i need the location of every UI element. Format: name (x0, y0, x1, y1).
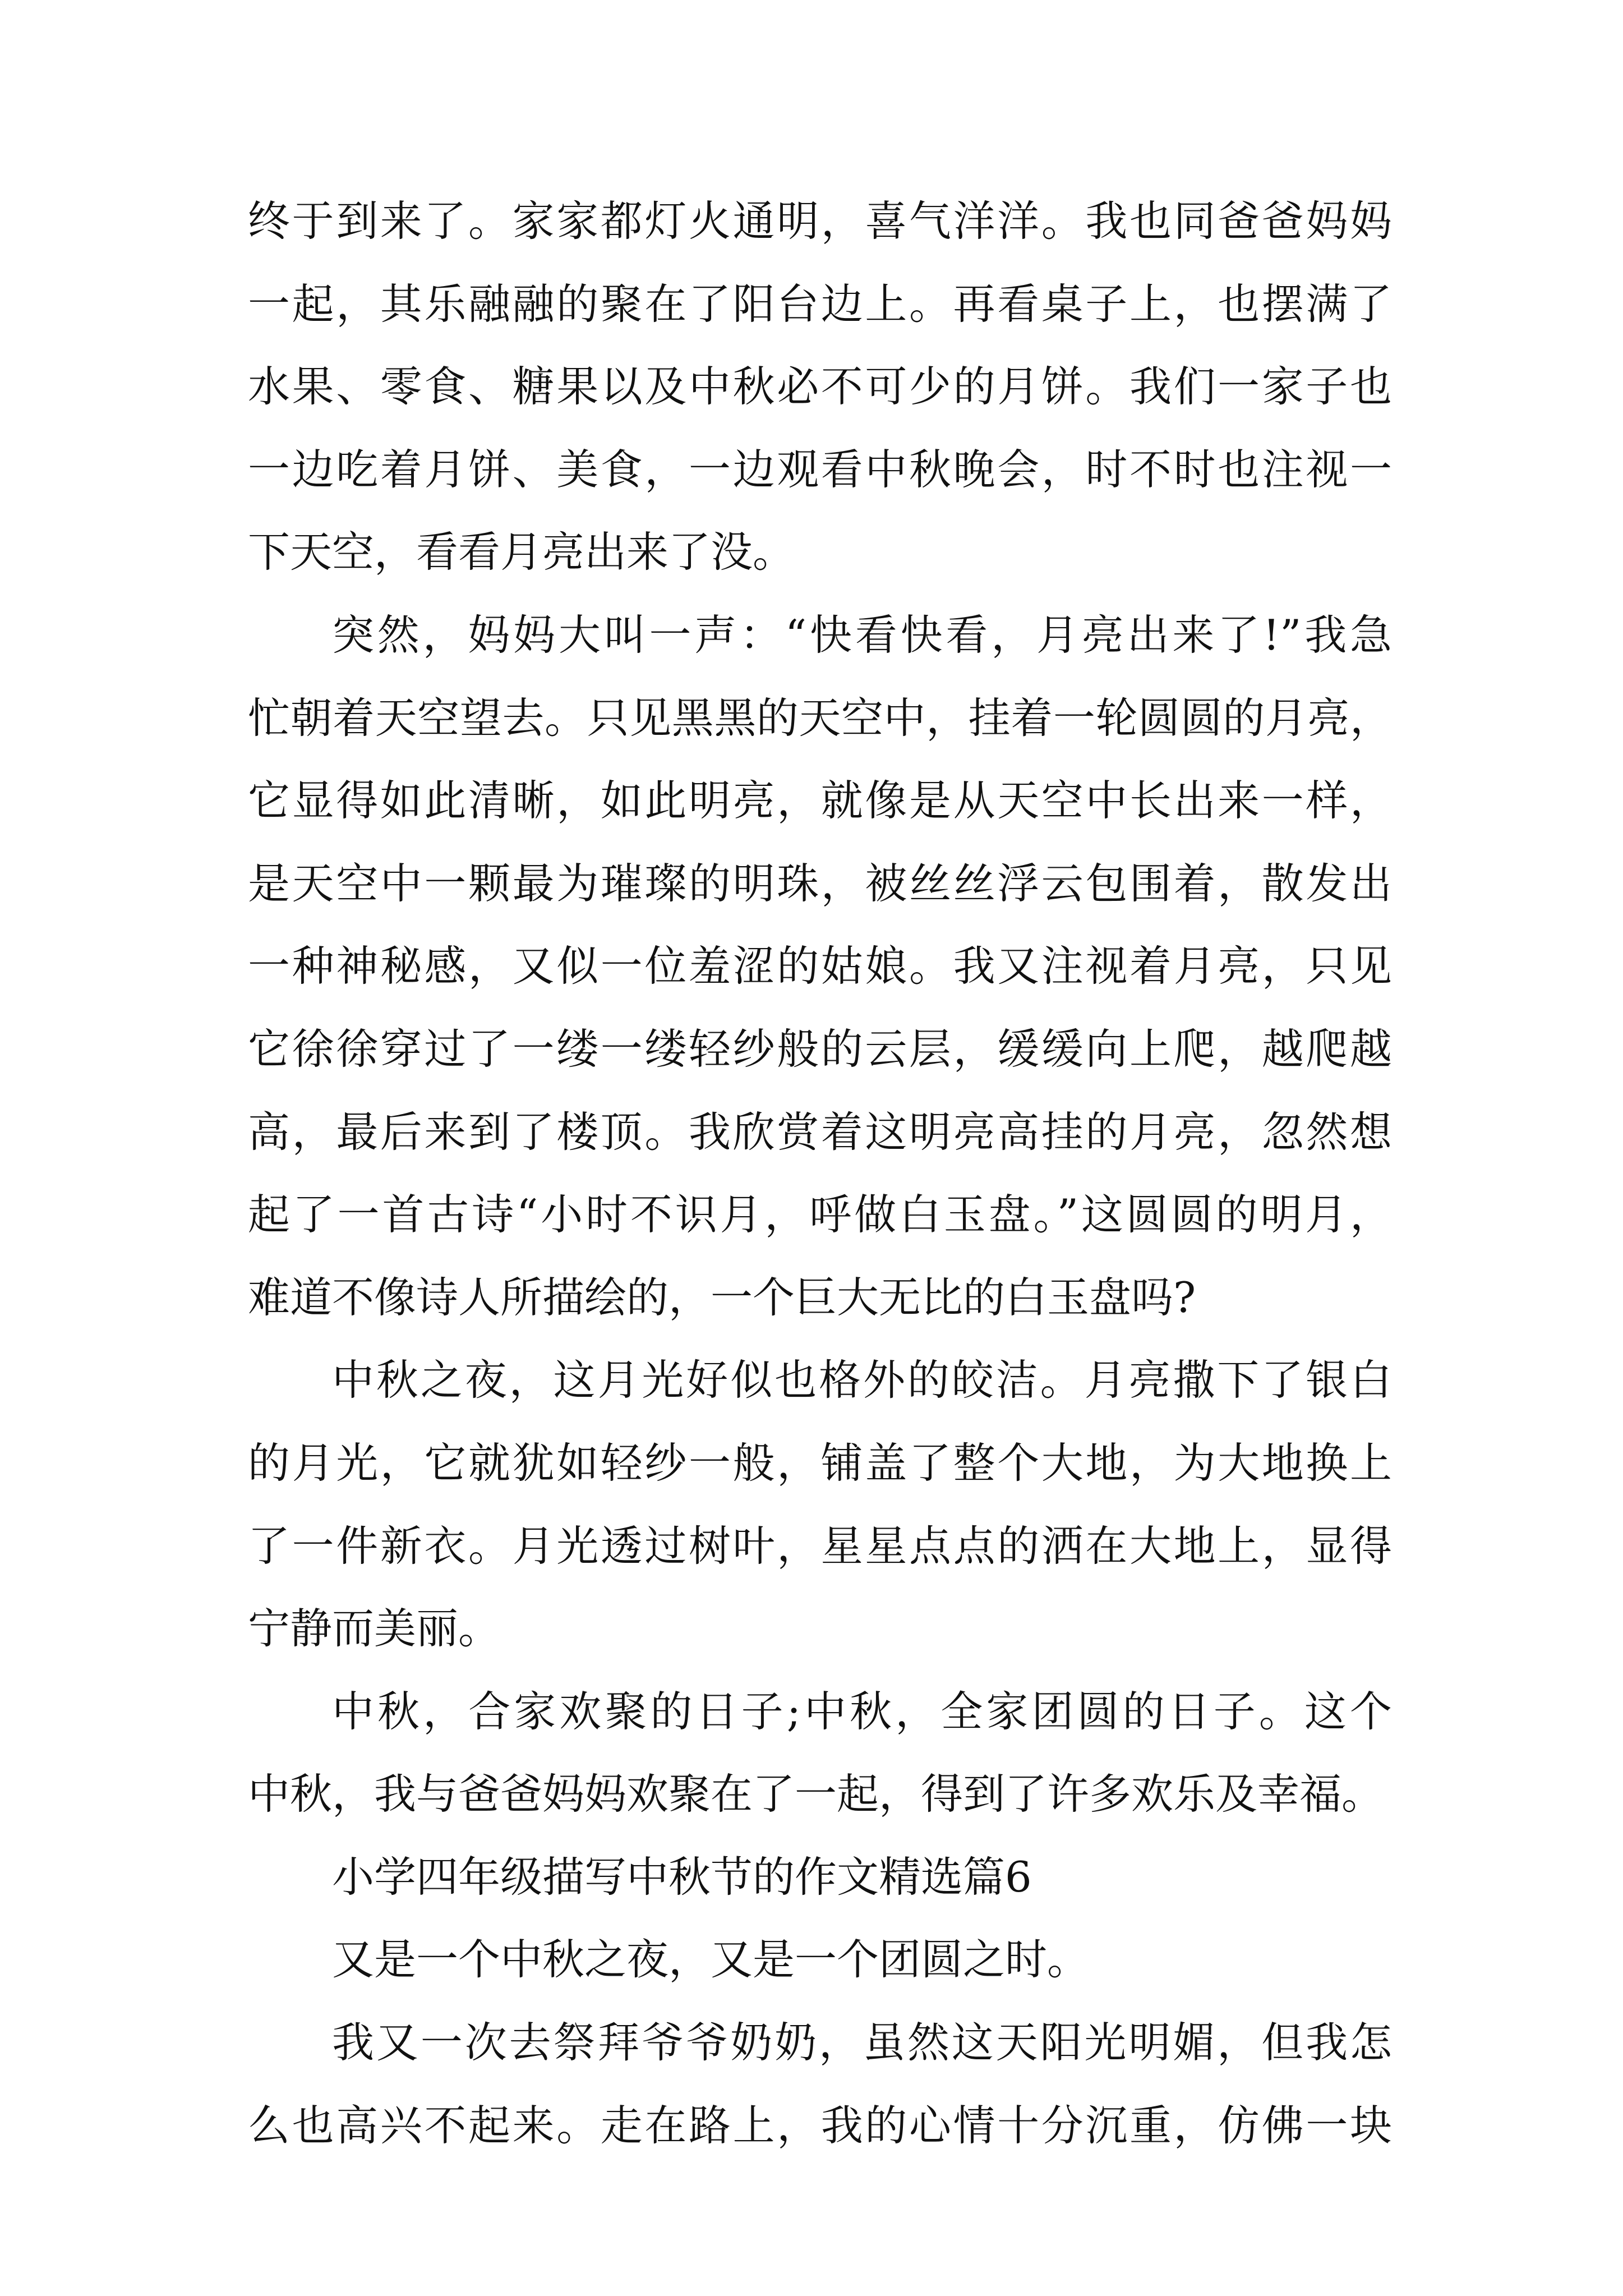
paragraph-line: 么也高兴不起来。走在路上，我的心情十分沉重，仿佛一块 (248, 2100, 1392, 2150)
section-heading: 小学四年级描写中秋节的作文精选篇6 (332, 1852, 1032, 1902)
paragraph-line: 中秋，我与爸爸妈妈欢聚在了一起，得到了许多欢乐及幸福。 (248, 1769, 1384, 1819)
paragraph-line: 一起，其乐融融的聚在了阳台边上。再看桌子上，也摆满了 (248, 279, 1392, 329)
paragraph-line: 它徐徐穿过了一缕一缕轻纱般的云层，缓缓向上爬，越爬越 (248, 1024, 1392, 1074)
paragraph-line: 又是一个中秋之夜，又是一个团圆之时。 (332, 1935, 1090, 1985)
paragraph-line: 中秋，合家欢聚的日子;中秋，全家团圆的日子。这个 (332, 1686, 1392, 1736)
paragraph-line: 一种神秘感，又似一位羞涩的姑娘。我又注视着月亮，只见 (248, 941, 1392, 991)
paragraph-line: 终于到来了。家家都灯火通明，喜气洋洋。我也同爸爸妈妈 (248, 196, 1392, 246)
paragraph-line: 下天空，看看月亮出来了没。 (248, 527, 795, 577)
paragraph (248, 1918, 1392, 2001)
paragraph-line: 高，最后来到了楼顶。我欣赏着这明亮高挂的月亮，忽然想 (248, 1107, 1392, 1157)
paragraph-line: 我又一次去祭拜爷爷奶奶，虽然这天阳光明媚，但我怎 (332, 2018, 1392, 2068)
paragraph (248, 1671, 1392, 1836)
paragraph (248, 594, 1392, 1339)
paragraph (248, 1339, 1392, 1670)
paragraph-line: 水果、零食、糖果以及中秋必不可少的月饼。我们一家子也 (248, 362, 1392, 412)
paragraph-line: 它显得如此清晰，如此明亮，就像是从天空中长出来一样， (248, 776, 1392, 826)
paragraph (248, 2001, 1392, 2167)
paragraph-line: 突然，妈妈大叫一声：“快看快看，月亮出来了!”我急 (332, 610, 1392, 660)
paragraph-line: 是天空中一颗最为璀璨的明珠，被丝丝浮云包围着，散发出 (248, 858, 1392, 908)
paragraph-line: 起了一首古诗“小时不识月，呼做白玉盘。”这圆圆的明月， (248, 1190, 1392, 1240)
paragraph-line: 了一件新衣。月光透过树叶，星星点点的洒在大地上，显得 (248, 1521, 1392, 1571)
paragraph (248, 180, 1392, 594)
paragraph-line: 宁静而美丽。 (248, 1604, 501, 1654)
paragraph-line: 忙朝着天空望去。只见黑黑的天空中，挂着一轮圆圆的月亮， (248, 693, 1392, 743)
paragraph-line: 中秋之夜，这月光好似也格外的皎洁。月亮撒下了银白 (332, 1355, 1392, 1405)
paragraph-line: 一边吃着月饼、美食，一边观看中秋晚会，时不时也注视一 (248, 444, 1392, 494)
document-body (248, 180, 1392, 2167)
paragraph-line: 难道不像诗人所描绘的，一个巨大无比的白玉盘吗? (248, 1272, 1196, 1322)
paragraph-line: 的月光，它就犹如轻纱一般，铺盖了整个大地，为大地换上 (248, 1438, 1392, 1488)
